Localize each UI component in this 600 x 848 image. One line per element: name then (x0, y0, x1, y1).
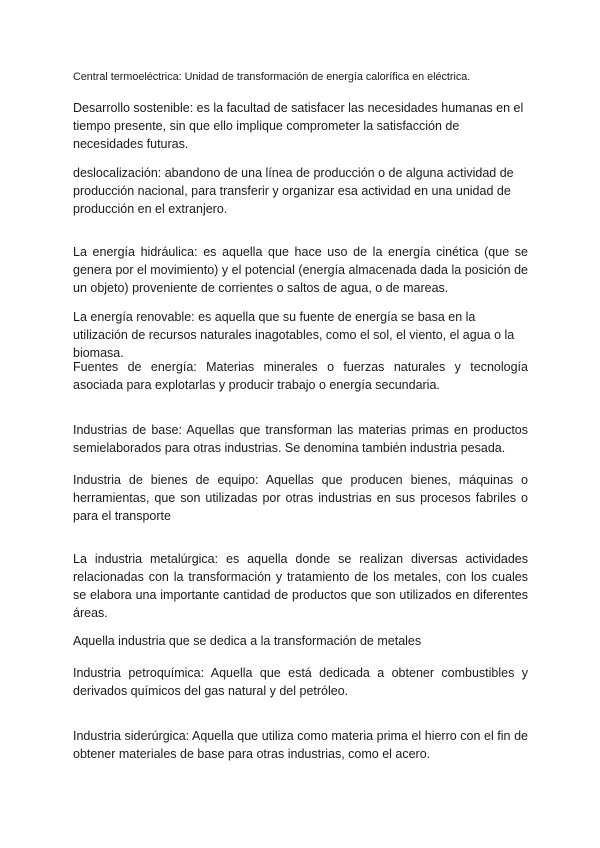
paragraph-deslocalizacion: deslocalización: abandono de una línea de producción o de alguna actividad de producción nacional, para transferir y organizar esa actividad en una unidad de producción en el extranjero. (73, 166, 514, 216)
paragraph-central-termoelectrica: Central termoeléctrica: Unidad de transformación de energía calorífica en eléctrica. (73, 71, 471, 83)
paragraph-energia-renovable: La energía renovable: es aquella que su fuente de energía se basa en la utilización de recursos naturales inagotables, como el sol, el viento, el agua o la biomasa. (73, 310, 515, 360)
paragraph-bienes-de-equipo: Industria de bienes de equipo: Aquellas que producen bienes, máquinas o herramientas, que son utilizadas por otras industrias en sus procesos fabriles o para el transporte (73, 473, 528, 523)
paragraph-energia-hidraulica: La energía hidráulica: es aquella que hace uso de la energía cinética (que se genera por el movimiento) y el potencial (energía almacenada dada la posición de un objeto) proveniente de corrientes o saltos de agua, o de mareas. (73, 245, 528, 295)
paragraph-transformacion-metales: Aquella industria que se dedica a la transformación de metales (73, 634, 422, 648)
paragraph-industrias-de-base: Industrias de base: Aquellas que transforman las materias primas en productos semielaborados para otras industrias. Se denomina también industria pesada. (73, 423, 528, 455)
paragraph-industria-metalurgica: La industria metalúrgica: es aquella donde se realizan diversas actividades relacionadas con la transformación y tratamiento de los metales, con los cuales se elabora una importante cantidad de productos que son utilizados en diferentes áreas. (73, 552, 528, 620)
paragraph-fuentes-de-energia: Fuentes de energía: Materias minerales o fuerzas naturales y tecnología asociada para explotarlas y producir trabajo o energía secundaria. (73, 360, 528, 392)
paragraph-industria-petroquimica: Industria petroquímica: Aquella que está dedicada a obtener combustibles y derivados químicos del gas natural y del petróleo. (73, 666, 528, 698)
paragraph-desarrollo-sostenible: Desarrollo sostenible: es la facultad de satisfacer las necesidades humanas en el tiempo presente, sin que ello implique comprometer la satisfacción de necesidades futuras. (73, 101, 524, 151)
paragraph-industria-siderurgica: Industria siderúrgica: Aquella que utiliza como materia prima el hierro con el fin de obtener materiales de base para otras industrias, como el acero. (73, 729, 528, 761)
